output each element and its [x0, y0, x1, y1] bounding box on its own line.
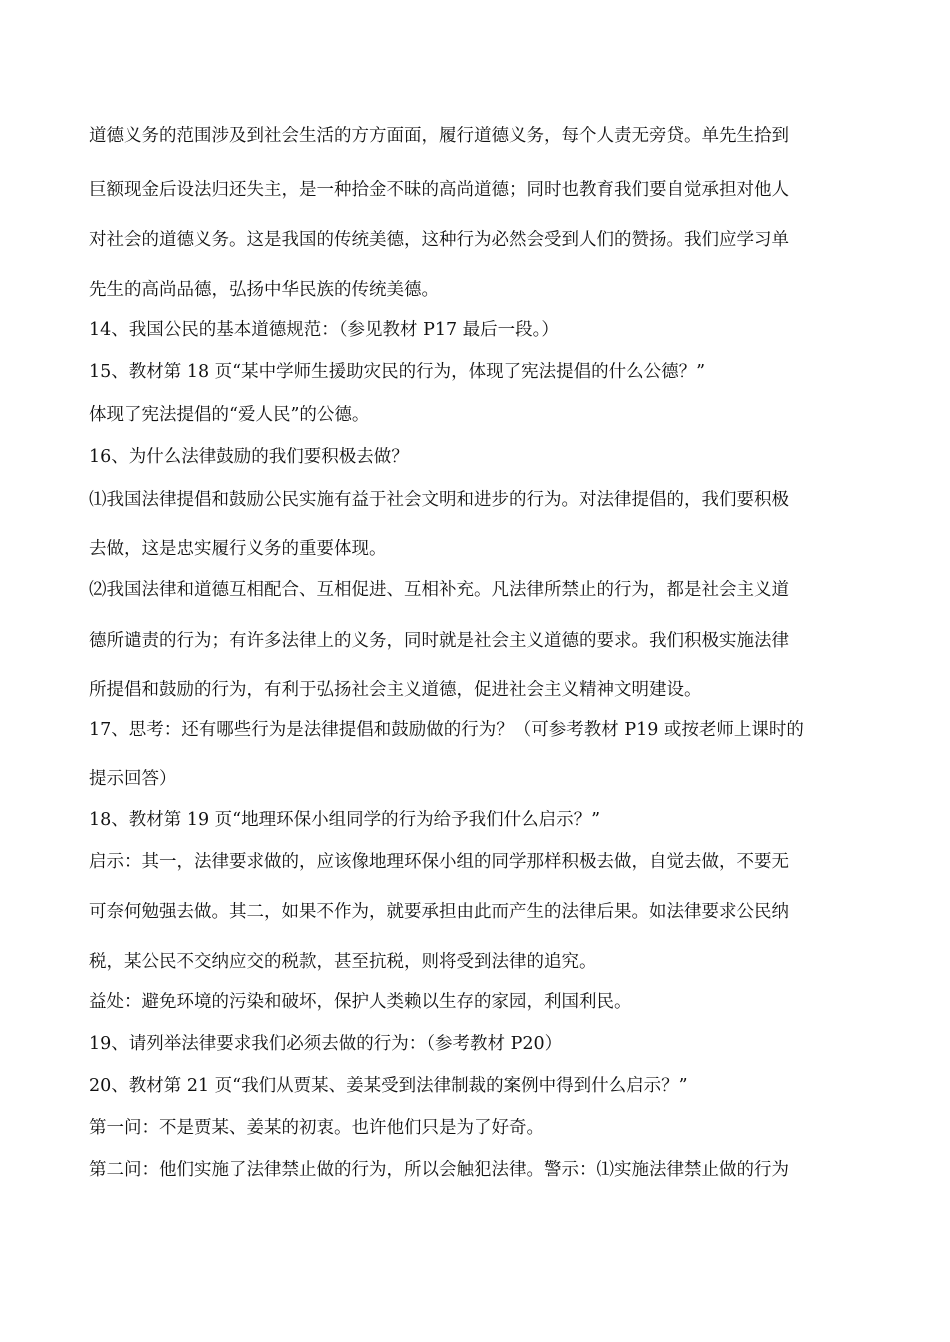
text-line: 巨额现金后设法归还失主，是一种拾金不昧的高尚道德；同时也教育我们要自觉承担对他人 [89, 180, 789, 200]
text-line: 可奈何勉强去做。其二，如果不作为，就要承担由此而产生的法律后果。如法律要求公民纳 [89, 902, 789, 922]
text-line: 税，某公民不交纳应交的税款，甚至抗税，则将受到法律的追究。 [89, 952, 597, 972]
text-line: 去做，这是忠实履行义务的重要体现。 [89, 539, 387, 559]
question-17: 17、思考：还有哪些行为是法律提倡和鼓励做的行为？（可参考教材 P19 或按老师上课时的 [89, 720, 804, 740]
question-16: 16、为什么法律鼓励的我们要积极去做？ [89, 447, 409, 467]
text-line: 道德义务的范围涉及到社会生活的方方面面，履行道德义务，每个人责无旁贷。单先生拾到 [89, 126, 789, 146]
question-14: 14、我国公民的基本道德规范：（参见教材 P17 最后一段。） [89, 320, 559, 340]
text-line: 启示：其一，法律要求做的，应该像地理环保小组的同学那样积极去做，自觉去做，不要无 [89, 852, 789, 872]
text-line: ⑵我国法律和道德互相配合、互相促进、互相补充。凡法律所禁止的行为，都是社会主义道 [89, 580, 789, 600]
text-line: 对社会的道德义务。这是我国的传统美德，这种行为必然会受到人们的赞扬。我们应学习单 [89, 230, 789, 250]
question-20: 20、教材第 21 页“我们从贾某、姜某受到法律制裁的案例中得到什么启示？” [89, 1076, 688, 1096]
text-line: 所提倡和鼓励的行为，有利于弘扬社会主义道德，促进社会主义精神文明建设。 [89, 680, 702, 700]
text-line: 先生的高尚品德，弘扬中华民族的传统美德。 [89, 280, 439, 300]
text-line: 德所谴责的行为；有许多法律上的义务，同时就是社会主义道德的要求。我们积极实施法律 [89, 631, 789, 651]
answer-15: 体现了宪法提倡的“爱人民”的公德。 [89, 405, 370, 425]
question-19: 19、请列举法律要求我们必须去做的行为：（参考教材 P20） [89, 1034, 563, 1054]
text-line: ⑴我国法律提倡和鼓励公民实施有益于社会文明和进步的行为。对法律提倡的，我们要积极 [89, 490, 789, 510]
question-18: 18、教材第 19 页“地理环保小组同学的行为给予我们什么启示？” [89, 810, 601, 830]
question-15: 15、教材第 18 页“某中学师生援助灾民的行为，体现了宪法提倡的什么公德？” [89, 362, 706, 382]
text-line: 第一问：不是贾某、姜某的初衷。也许他们只是为了好奇。 [89, 1118, 544, 1138]
text-line: 益处：避免环境的污染和破坏，保护人类赖以生存的家园，利国利民。 [89, 992, 632, 1012]
text-line: 第二问：他们实施了法律禁止做的行为，所以会触犯法律。警示：⑴实施法律禁止做的行为 [89, 1160, 789, 1180]
text-line: 提示回答） [89, 769, 177, 789]
